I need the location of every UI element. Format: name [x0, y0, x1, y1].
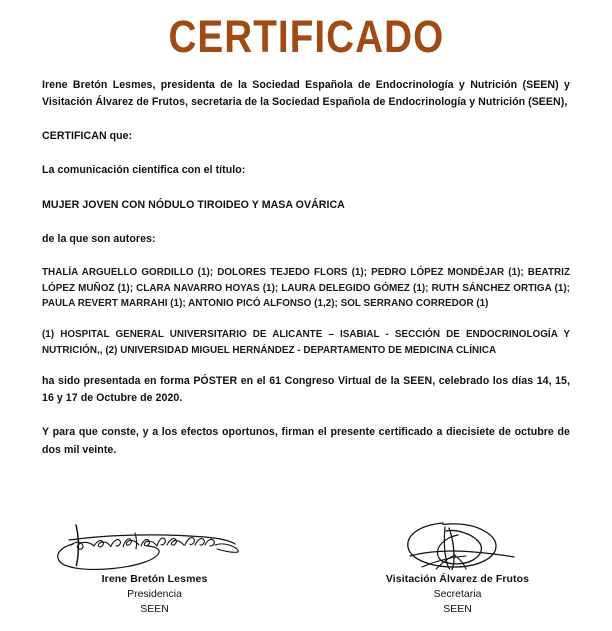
signature-role: Secretaria — [433, 587, 482, 600]
signature-organization: SEEN — [443, 602, 472, 615]
handwritten-signature-icon — [45, 511, 265, 573]
signature-organization: SEEN — [140, 602, 169, 615]
certificate-body — [42, 67, 570, 459]
signature-name: Visitación Álvarez de Frutos — [385, 573, 530, 586]
presentation-statement: ha sido presentada en forma PÓSTER en el 61 Congreso Virtual de la SEEN, celebrado los días 14, 15, 16 y 17 de Octubre de 2020. — [42, 375, 570, 405]
authors-list: THALÍA ARGUELLO GORDILLO (1); DOLORES TEJEDO FLORS (1); PEDRO LÓPEZ MONDÉJAR (1); BEATRIZ LÓPEZ MUÑOZ (1); CLARA NAVARRO HOYAS (1); LAURA DELEGIDO GÓMEZ (1); RUTH SÁNCHEZ ORTIGA (1); PAULA REVERT MARRAHI (1); ANTONIO PICÓ ALFONSO (1,2); SOL SERRANO CORREDOR (1) — [42, 266, 570, 310]
page-title: CERTIFICADO — [168, 11, 444, 62]
secretary-signature-graphic — [345, 511, 570, 573]
affiliations-list: (1) HOSPITAL GENERAL UNIVERSITARIO DE ALICANTE – ISABIAL - SECCIÓN DE ENDOCRINOLOGÍA Y NUTRICIÓN,, (2) UNIVERSIDAD MIGUEL HERNÁNDEZ - DEPARTAMENTO DE MEDICINA CLÍNICA — [42, 328, 570, 356]
signature-block-secretary — [345, 511, 570, 617]
communication-label: La comunicación científica con el título: — [42, 164, 246, 177]
signature-block-president — [42, 511, 267, 617]
certificate-title-container — [42, 0, 570, 67]
work-title: MUJER JOVEN CON NÓDULO TIROIDEO Y MASA OVÁRICA — [42, 198, 345, 211]
closing-statement: Y para que conste, y a los efectos oportunos, firman el presente certificado a diecisiete de octubre de dos mil veinte. — [42, 426, 570, 456]
signature-name: Irene Bretón Lesmes — [101, 573, 208, 586]
issuer-statement: Irene Bretón Lesmes, presidenta de la Sociedad Española de Endocrinología y Nutrición (SEEN) y Visitación Álvarez de Frutos, secretaria de la Sociedad Española de Endocrinología y Nutrición (SEEN), — [42, 79, 570, 109]
certifican-label: CERTIFICAN que: — [42, 130, 133, 143]
signature-area — [0, 511, 612, 617]
handwritten-signature-icon — [348, 511, 568, 573]
authors-label: de la que son autores: — [42, 232, 156, 245]
president-signature-graphic — [42, 511, 267, 573]
signature-role: Presidencia — [127, 587, 182, 600]
